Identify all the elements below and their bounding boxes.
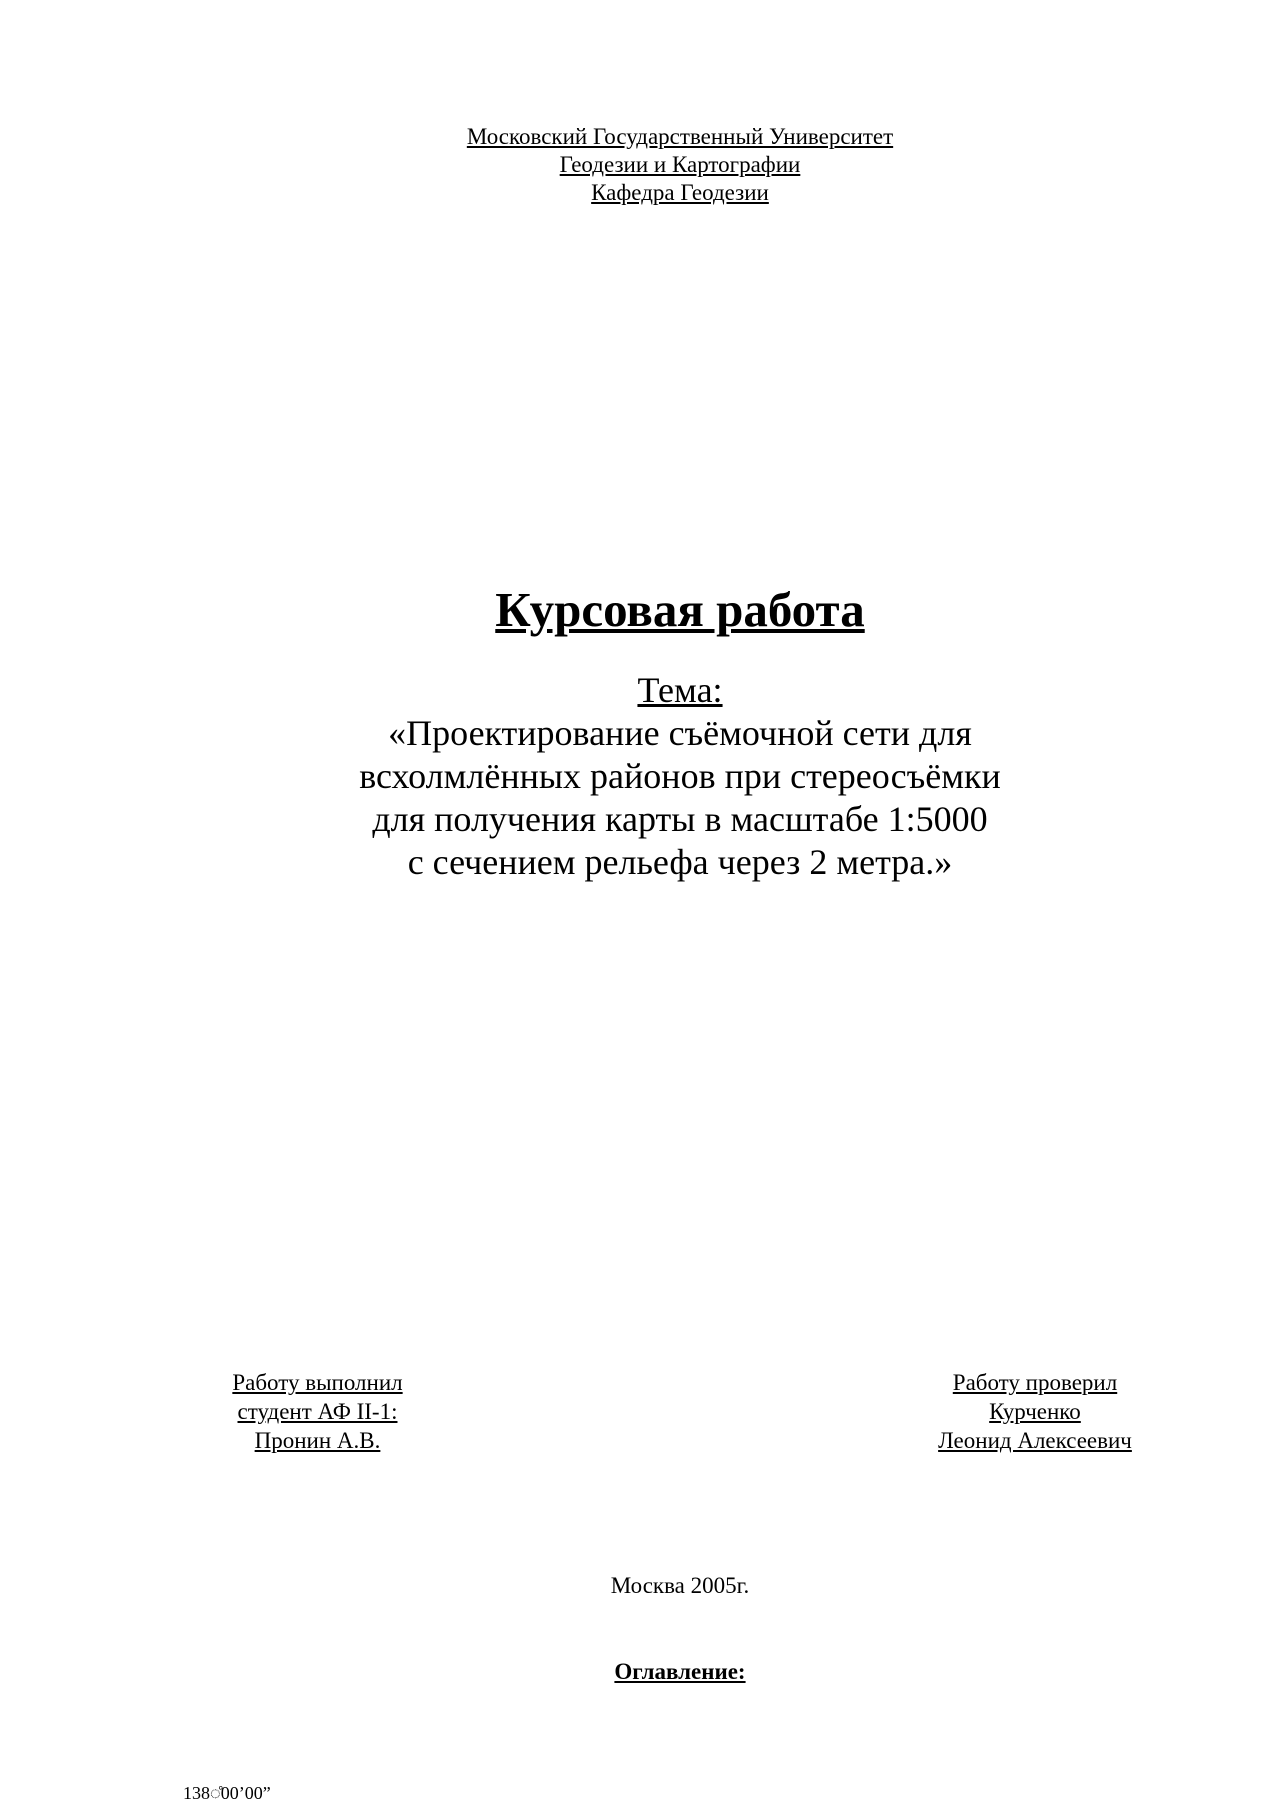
author-block <box>210 1368 425 1455</box>
topic-line: для получения карты в масштабе 1:5000 <box>372 799 988 839</box>
document-title: Курсовая работа <box>495 582 865 637</box>
reviewer-given-names: Леонид Алексеевич <box>938 1428 1132 1453</box>
topic-line: с сечением рельефа через 2 метра.» <box>407 842 953 882</box>
topic-label-text: Тема: <box>637 670 723 710</box>
topic-text <box>0 712 1280 884</box>
topic-label <box>0 668 1280 712</box>
author-name: Пронин А.В. <box>254 1428 381 1453</box>
reviewer-role: Работу проверил <box>952 1370 1118 1395</box>
toc-heading: Оглавление: <box>614 1659 746 1684</box>
author-group: студент АФ II-1: <box>237 1399 398 1424</box>
reviewer-surname: Курченко <box>989 1399 1081 1424</box>
topic-line: всхолмлённых районов при стереосъёмки <box>359 756 1001 796</box>
city-year: Москва 2005г. <box>610 1573 750 1598</box>
author-role: Работу выполнил <box>232 1370 403 1395</box>
reviewer-block <box>915 1368 1155 1455</box>
topic-line: «Проектирование съёмочной сети для <box>388 713 972 753</box>
footer-fragment: 138◌̊00’00” <box>183 1783 271 1803</box>
university-subtitle-line: Геодезии и Картографии <box>559 152 801 177</box>
university-name-line: Московский Государственный Университет <box>466 124 894 149</box>
university-header <box>0 123 1280 207</box>
department-line: Кафедра Геодезии <box>591 180 769 205</box>
